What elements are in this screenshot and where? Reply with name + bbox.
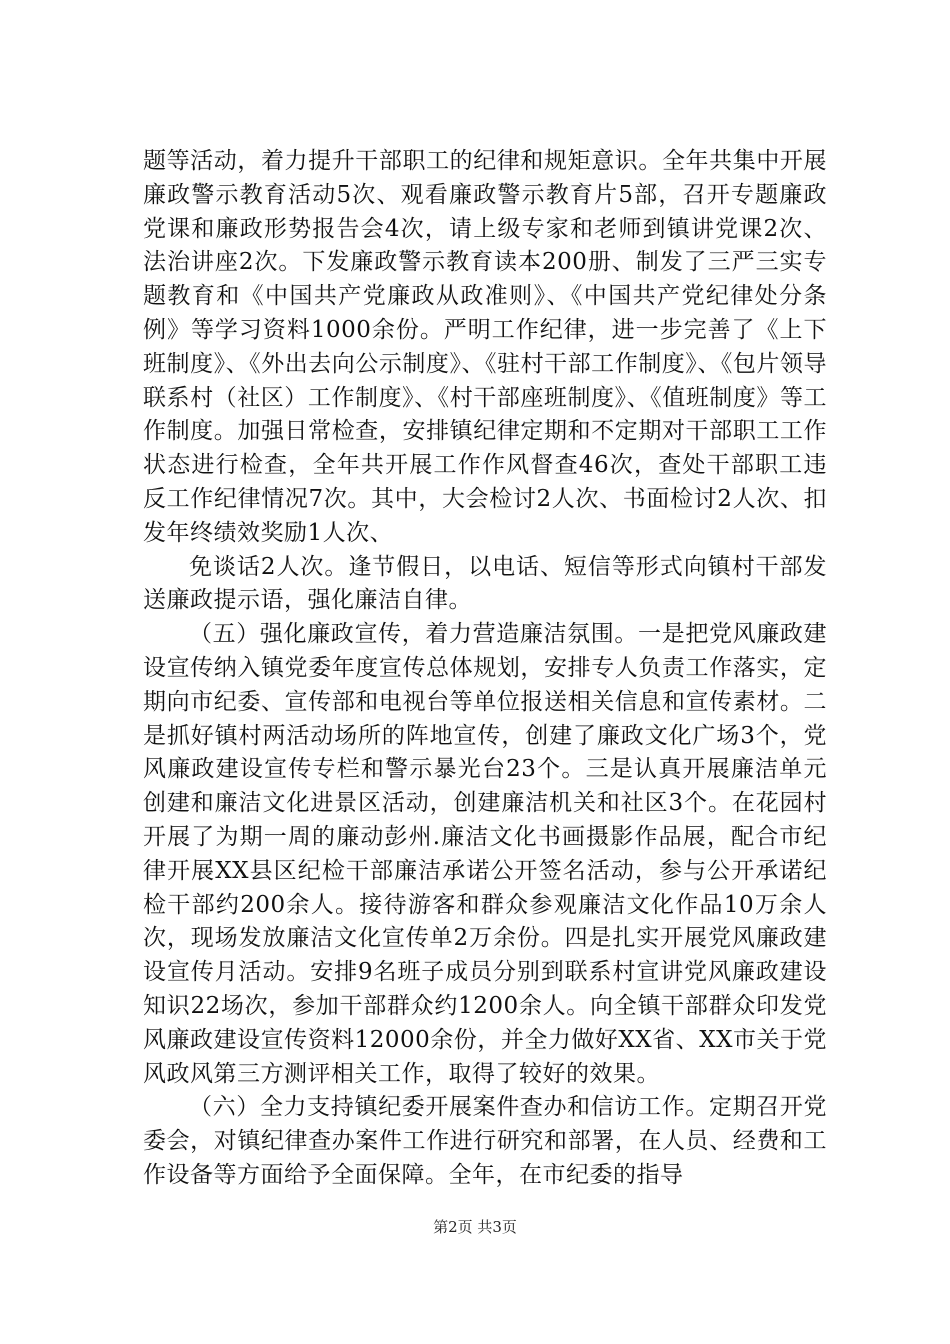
page-number-footer: 第2页 共3页 — [433, 1218, 517, 1236]
document-body — [143, 145, 827, 1193]
paragraph-discipline-education: 题等活动，着力提升干部职工的纪律和规矩意识。全年共集中开展廉政警示教育活动5次、观看廉政警示教育片5部，召开专题廉政党课和廉政形势报告会4次，请上级专家和老师到镇讲党课2次、法治讲座2次。下发廉政警示教育读本200册、制发了三严三实专题教育和《中国共产党廉政从政准则》、《中国共产党纪律处分条例》等学习资料1000余份。严明工作纪律，进一步完善了《上下班制度》、《外出去向公示制度》、《驻村干部工作制度》、《包片领导联系村（社区）工作制度》、《村干部座班制度》、《值班制度》等工作制度。加强日常检查，安排镇纪律定期和不定期对干部职工工作状态进行检查，全年共开展工作作风督查46次，查处干部职工违反工作纪律情况7次。其中，大会检讨2人次、书面检讨2人次、扣发年终绩效奖励1人次、 — [143, 148, 827, 546]
paragraph-section-six-cases: （六）全力支持镇纪委开展案件查办和信访工作。定期召开党委会，对镇纪律查办案件工作进行研究和部署，在人员、经费和工作设备等方面给予全面保障。全年，在市纪委的指导 — [143, 1094, 827, 1188]
paragraph-section-five-publicity: （五）强化廉政宣传，着力营造廉洁氛围。一是把党风廉政建设宣传纳入镇党委年度宣传总体规划，安排专人负责工作落实，定期向市纪委、宣传部和电视台等单位报送相关信息和宣传素材。二是抓好镇村两活动场所的阵地宣传，创建了廉政文化广场3个，党风廉政建设宣传专栏和警示暴光台23个。三是认真开展廉洁单元创建和廉洁文化进景区活动，创建廉洁机关和社区3个。在花园村开展了为期一周的廉动彭州.廉洁文化书画摄影作品展，配合市纪律开展XX县区纪检干部廉洁承诺公开签名活动，参与公开承诺纪检干部约200余人。接待游客和群众参观廉洁文化作品10万余人次，现场发放廉洁文化宣传单2万余份。四是扎实开展党风廉政建设宣传月活动。安排9名班子成员分别到联系村宣讲党风廉政建设知识22场次，参加干部群众约1200余人。向全镇干部群众印发党风廉政建设宣传资料12000余份，并全力做好XX省、XX市关于党风政风第三方测评相关工作，取得了较好的效果。 — [143, 621, 827, 1087]
paragraph-talks-reminders: 免谈话2人次。逢节假日，以电话、短信等形式向镇村干部发送廉政提示语，强化廉洁自律。 — [143, 553, 827, 614]
